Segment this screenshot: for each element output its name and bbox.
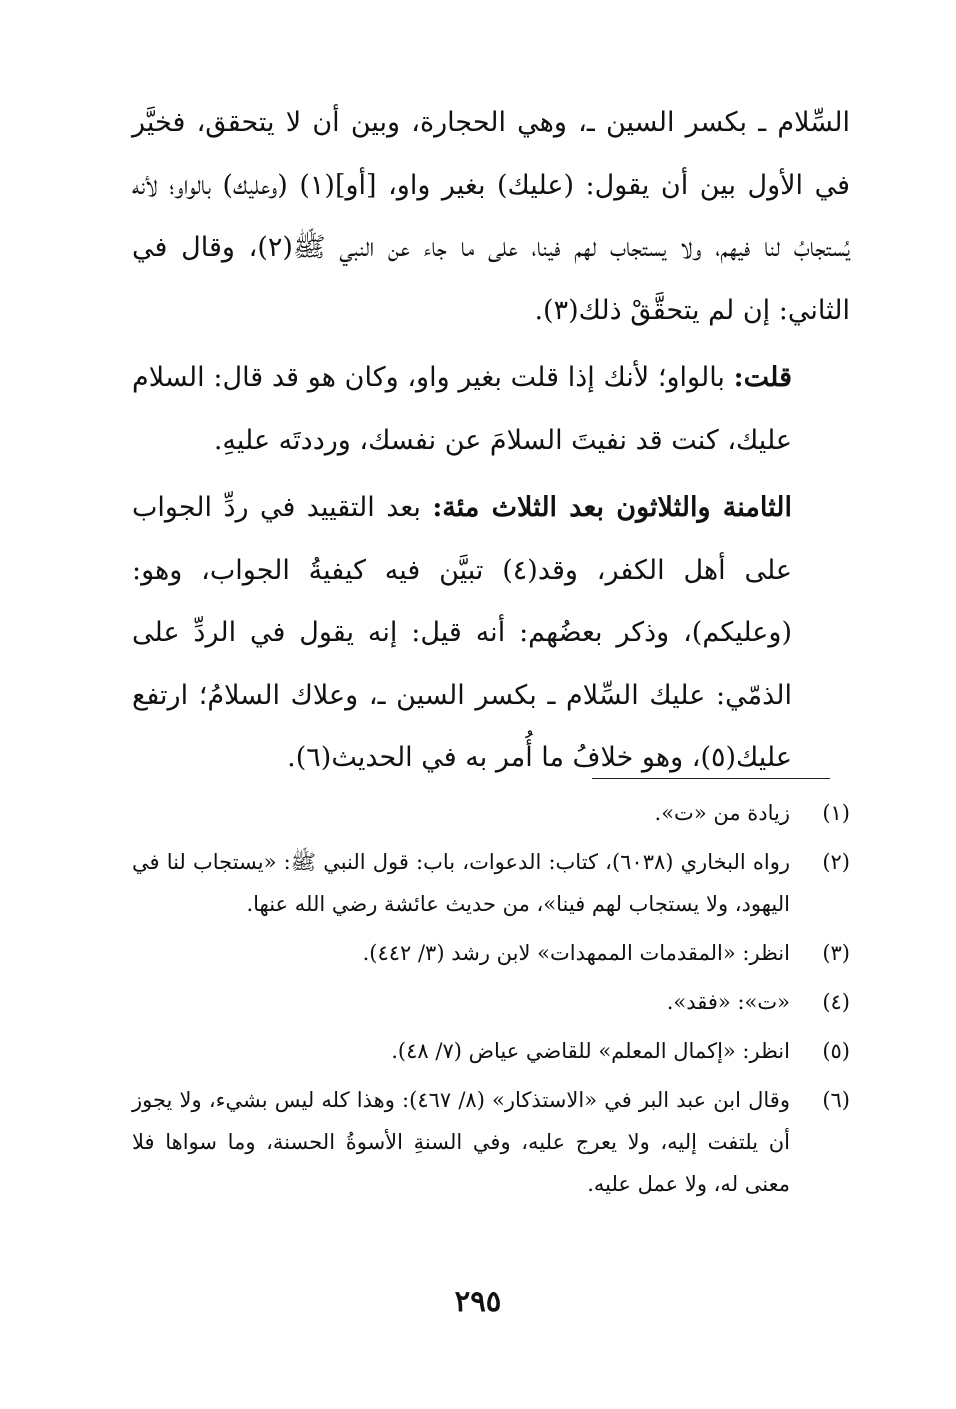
footnote-text: زيادة من «ت». bbox=[654, 801, 790, 825]
footnote-text: وقال ابن عبد البر في «الاستذكار» (٨/ ٤٦٧): وهذا كله ليس بشيء، ولا يجوز أن يلتفت إليه، ولا يعرج عليه، وفي السنةِ الأسوةُ الحسنة، وما سواها فلا معنى له، ولا عمل عليه. bbox=[132, 1088, 790, 1196]
paragraph-1: السِّلام ـ بكسر السين ـ، وهي الحجارة، وبين أن لا يتحقق، فخيَّر في الأول بين أن يقول: (عليك) بغير واو، [أو](١) (وعليك) بالواو؛ لأنه يُستجابُ لنا فيهم، ولا يستجاب لهم فينا، على ما جاء عن النبي ﷺ(٢)، وقال في الثاني: إن لم يتحقَّقْ ذلك(٣). bbox=[132, 107, 850, 326]
footnote-number: (٣) bbox=[822, 941, 850, 965]
footnote-item bbox=[132, 981, 850, 1023]
paragraph-2-text: بالواو؛ لأنك إذا قلت بغير واو، وكان هو قد قال: السلام عليك، كنت قد نفيتَ السلامَ عن نفسك، ورددتَه عليهِ. bbox=[132, 362, 792, 456]
main-text bbox=[132, 92, 850, 790]
footnote-divider bbox=[592, 778, 830, 779]
paragraph-2 bbox=[132, 347, 850, 472]
footnote-text: «ت»: «فقد». bbox=[666, 990, 790, 1014]
section-heading: الثامنة والثلاثون بعد الثلاث مئة: bbox=[432, 492, 792, 523]
footnote-item bbox=[132, 792, 850, 834]
footnote-item bbox=[132, 932, 850, 974]
paragraph-3 bbox=[132, 477, 850, 790]
footnote-number: (٦) bbox=[822, 1088, 850, 1112]
footnotes bbox=[132, 792, 850, 1212]
footnote-text: انظر: «إكمال المعلم» للقاضي عياض (٧/ ٤٨). bbox=[391, 1039, 790, 1063]
footnote-number: (٤) bbox=[822, 990, 850, 1014]
paragraph-2-lead: قلت: bbox=[733, 362, 792, 393]
footnote-text: رواه البخاري (٦٠٣٨)، كتاب: الدعوات، باب: قول النبي ﷺ: «يستجاب لنا في اليهود، ولا يستجاب لهم فينا»، من حديث عائشة رضي الله عنها. bbox=[132, 850, 790, 916]
page-number: ٢٩٥ bbox=[454, 1284, 502, 1318]
footnote-number: (٥) bbox=[822, 1039, 850, 1063]
footnote-number: (٢) bbox=[822, 850, 850, 874]
footnote-item bbox=[132, 1030, 850, 1072]
footnote-text: انظر: «المقدمات الممهدات» لابن رشد (٣/ ٤٤٢). bbox=[362, 941, 790, 965]
footnote-number: (١) bbox=[822, 801, 850, 825]
footnote-item bbox=[132, 841, 850, 925]
paragraph-3-text: بعد التقييد في ردِّ الجواب على أهل الكفر، وقد(٤) تبيَّن فيه كيفيةُ الجواب، وهو: (وعليكم)، وذكر بعضُهم: أنه قيل: إنه يقول في الردِّ على الذمّي: عليك السِّلام ـ بكسر السين ـ، وعلاك السلامُ؛ ارتفع عليك(٥)، وهو خلافُ ما أُمر به في الحديث(٦). bbox=[132, 492, 792, 773]
footnote-item bbox=[132, 1079, 850, 1205]
